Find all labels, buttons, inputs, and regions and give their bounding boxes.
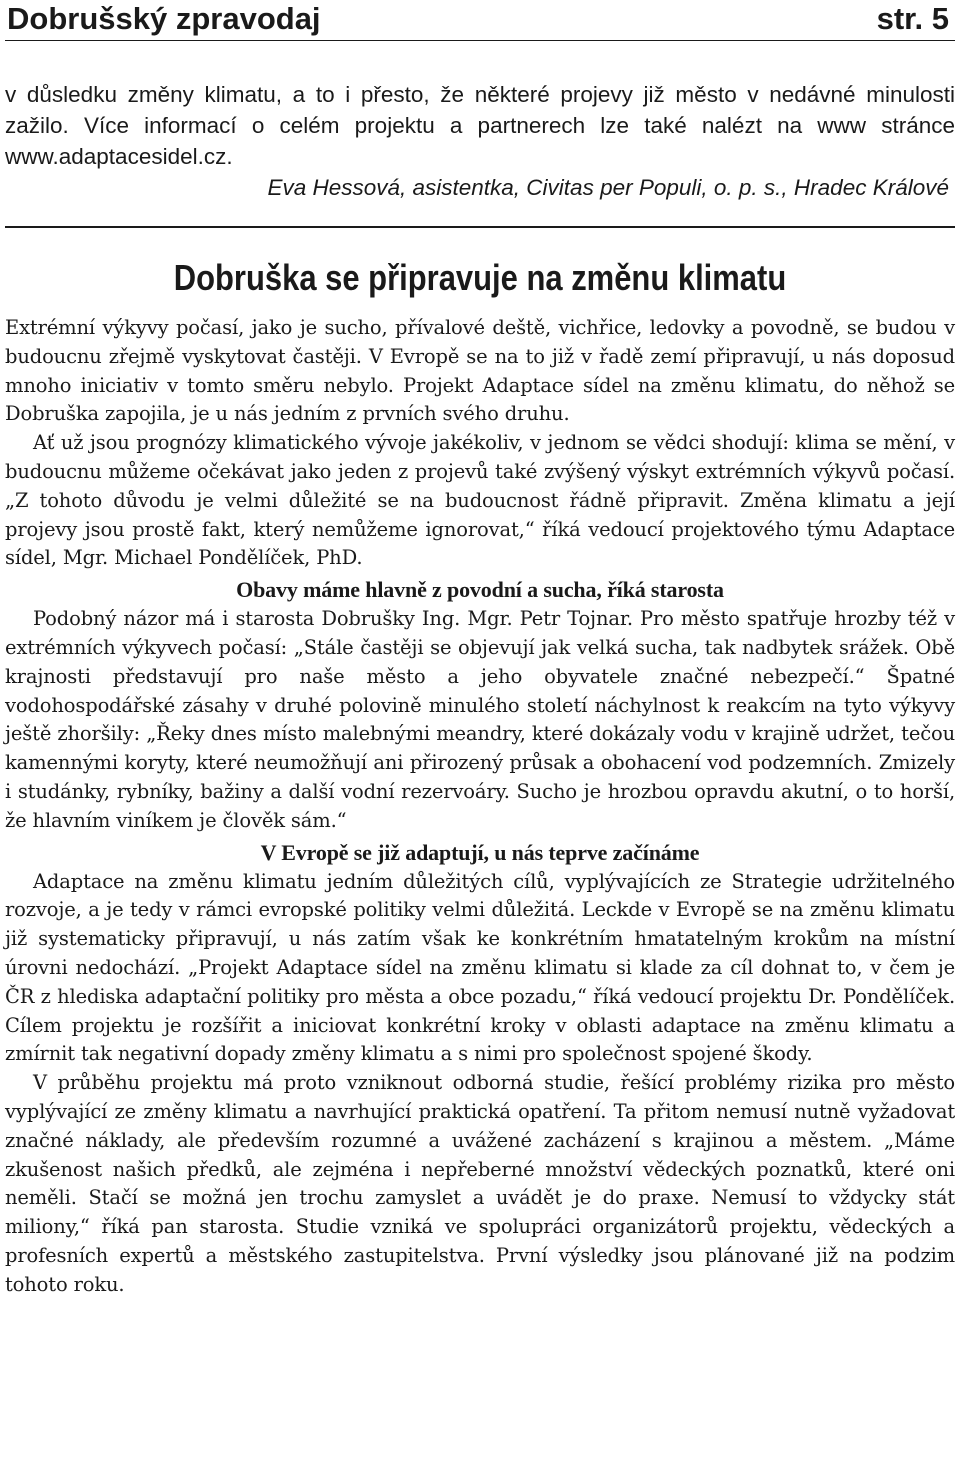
section-heading: Obavy máme hlavně z povodní a sucha, říká starosta xyxy=(236,577,724,603)
header-rule xyxy=(5,40,955,41)
page-number: str. 5 xyxy=(876,1,949,36)
previous-article xyxy=(5,79,955,172)
page-header xyxy=(7,0,949,40)
section-heading: V Evropě se již adaptují, u nás teprve začínáme xyxy=(260,839,700,865)
article-title: Dobruška se připravuje na změnu klimatu xyxy=(173,257,787,298)
article-paragraph: Adaptace na změnu klimatu jedním důležitých cílů, vyplývajících ze Strategie udržitelného rozvoje, a je tedy v rámci evropské politiky velmi důležitá. Leckde v Evropě se na změnu klimatu již systematicky připravují, u nás zatím však ke konkrétním hmatatelným krokům na místní úrovni nedochází. „Projekt Adaptace sídel na změnu klimatu si klade za cíl dohnat to, v čem je ČR z hlediska adaptační politiky pro města a obce pozadu,“ říká vedoucí projektu Dr. Pondělíček. Cílem projektu je rozšířit a iniciovat konkrétní kroky v oblasti adaptace na změnu klimatu a zmírnit tak negativní dopady změny klimatu a s nimi pro společnost spojené škody. xyxy=(5,869,955,1066)
newsletter-title: Dobrušský zpravodaj xyxy=(7,1,321,36)
article-paragraph: V průběhu projektu má proto vzniknout odborná studie, řešící problémy rizika pro město vyplývající ze změny klimatu a navrhující praktická opatření. Ta přitom nemusí nutně vyžadovat značné náklady, ale především rozumné a uvážené zacházení s krajinou a městem. „Máme zkušenost našich předků, ale zejména i nepřeberné množství vědeckých poznatků, které oni neměli. Stačí se možná jen trochu zamyslet a uvádět je do praxe. Nemusí to vždycky stát miliony,“ říká pan starosta. Studie vzniká ve spolupráci organizátorů projektu, vědeckých a profesních expertů a městského zastupitelstva. První výsledky jsou plánované již na podzim tohoto roku. xyxy=(5,1071,955,1296)
article-paragraph: Podobný názor má i starosta Dobrušky Ing. Mgr. Petr Tojnar. Pro město spatřuje hrozby též v extrémních výkyvech počasí: „Stále častěji se objevují jak velká sucha, tak nadbytek srážek. Obě krajnosti představují pro naše město a jeho obyvatele značné nebezpečí.“ Špatné vodohospodářské zásahy v druhé polovině minulého století náchylnost k reakcím na tyto výkyvy ještě zhoršily: „Řeky dnes místo malebnými meandry, které dokázaly vodu v krajině udržet, tečou kamennými koryty, které neumožňují ani přirozený průsak a obohacení vod podzemních. Zmizely i studánky, rybníky, bažiny a další vodní rezervoáry. Sucho je hrozbou opravdu akutní, o to horší, že hlavním viníkem je člověk sám.“ xyxy=(5,607,955,832)
article-paragraph: Extrémní výkyvy počasí, jako je sucho, přívalové deště, vichřice, ledovky a povodně, se budou v budoucnu zřejmě vyskytovat častěji. V Evropě se na to již v řadě zemí připravují, u nás doposud mnoho iniciativ v tomto směru nebylo. Projekt Adaptace sídel na změnu klimatu, do něhož se Dobruška zapojila, je u nás jedním z prvních svého druhu. xyxy=(5,316,955,426)
article-paragraph: Ať už jsou prognózy klimatického vývoje jakékoliv, v jednom se vědci shodují: klima se mění, v budoucnu můžeme očekávat jako jeden z projevů také zvýšený výskyt extrémních výkyvů počasí. „Z tohoto důvodu je velmi důležité se na budoucnost řádně připravit. Změna klimatu a její projevy jsou prostě fakt, který nemůžeme ignorovat,“ říká vedoucí projektového týmu Adaptace sídel, Mgr. Michael Pondělíček, PhD. xyxy=(5,431,955,570)
previous-article-signature: Eva Hessová, asistentka, Civitas per Populi, o. p. s., Hradec Králové xyxy=(267,175,949,200)
article-divider xyxy=(5,226,955,228)
article-body xyxy=(5,314,955,1300)
previous-article-text: v důsledku změny klimatu, a to i přesto, že některé projevy již město v nedávné minulosti zažilo. Více informací o celém projektu a partnerech lze také nalézt na www stránce www.adaptacesidel.cz. xyxy=(5,82,955,169)
